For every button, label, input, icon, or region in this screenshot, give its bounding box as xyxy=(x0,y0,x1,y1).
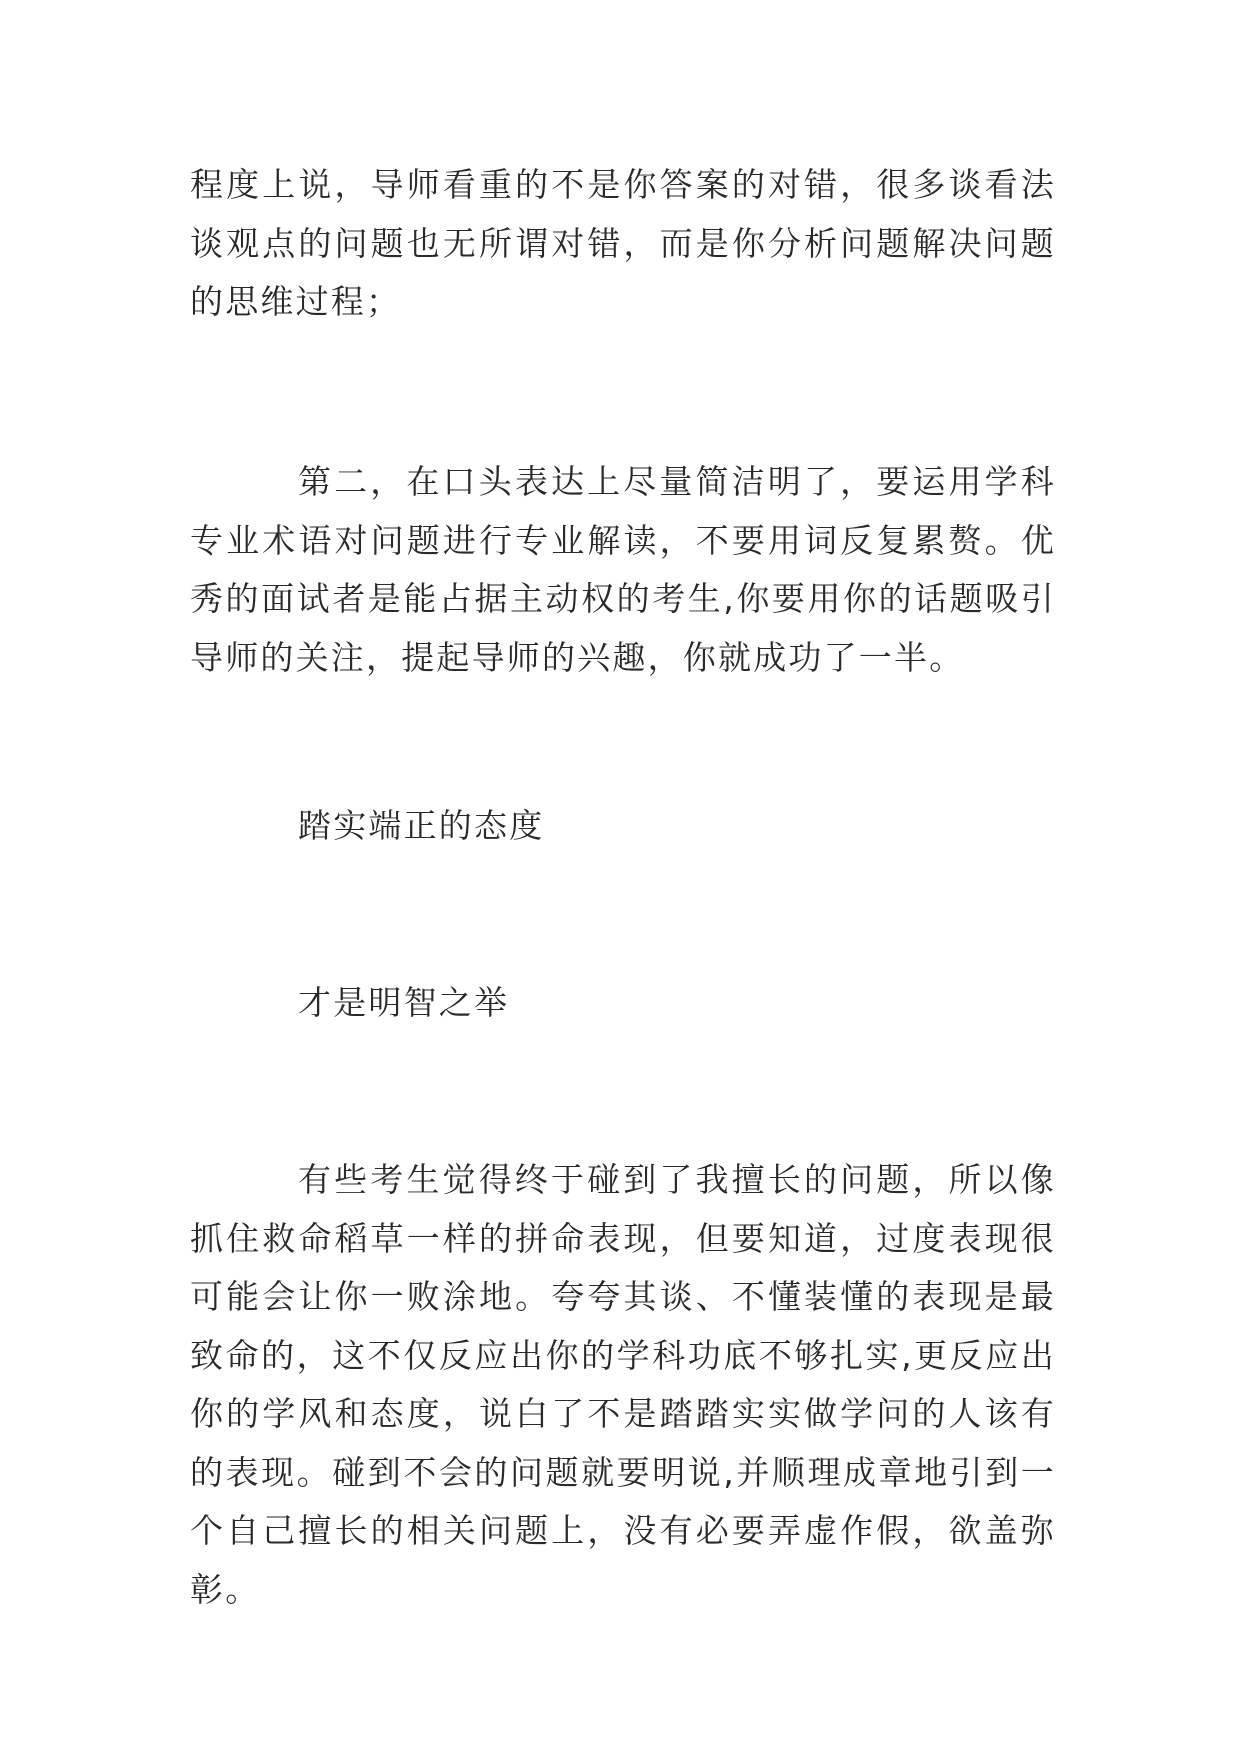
section-subheading-wise-choice: 才是明智之举 xyxy=(298,983,510,1022)
paragraph-oral-expression: 第二，在口头表达上尽量简洁明了，要运用学科专业术语对问题进行专业解读，不要用词反复累赘。优秀的面试者是能占据主动权的考生,你要用你的话题吸引导师的关注，提起导师的兴趣，你就成功了一半。 xyxy=(190,462,1056,677)
section-heading-attitude: 踏实端正的态度 xyxy=(298,806,545,845)
paragraph-avoid-overperforming: 有些考生觉得终于碰到了我擅长的问题，所以像抓住救命稻草一样的拼命表现，但要知道，过度表现很可能会让你一败涂地。夸夸其谈、不懂装懂的表现是最致命的，这不仅反应出你的学科功底不够扎实,更反应出你的学风和态度，说白了不是踏踏实实做学问的人该有的表现。碰到不会的问题就要明说,并顺理成章地引到一个自己擅长的相关问题上，没有必要弄虚作假，欲盖弥彰。 xyxy=(190,1160,1056,1609)
paragraph-thinking-process: 程度上说，导师看重的不是你答案的对错，很多谈看法谈观点的问题也无所谓对错，而是你分析问题解决问题的思维过程； xyxy=(190,165,1056,321)
